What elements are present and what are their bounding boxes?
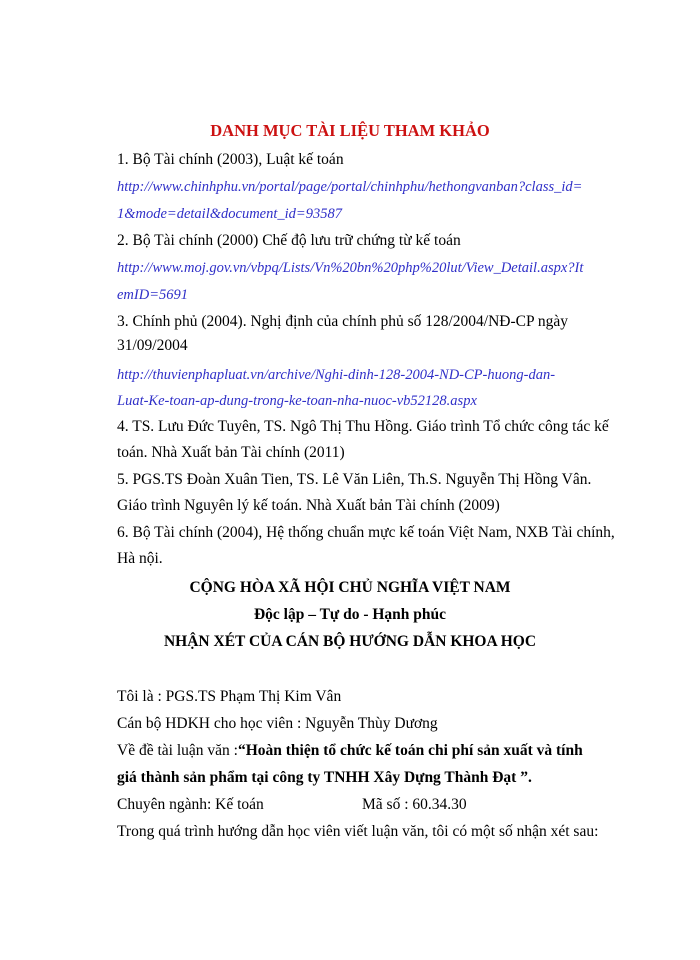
comments-intro: Trong quá trình hướng dẫn học viên viết luận văn, tôi có một số nhận xét sau: bbox=[117, 823, 599, 840]
reviewer-line: Tôi là : PGS.TS Phạm Thị Kim Vân bbox=[117, 688, 342, 705]
reference-1-text: 1. Bộ Tài chính (2003), Luật kế toán bbox=[117, 151, 344, 168]
reference-3-text-cont: 31/09/2004 bbox=[117, 337, 188, 354]
reference-2-link[interactable]: http://www.moj.gov.vn/vbpq/Lists/Vn%20bn%20php%20lut/View_Detail.aspx?It bbox=[117, 260, 584, 276]
reference-4-text-cont: toán. Nhà Xuất bản Tài chính (2011) bbox=[117, 444, 345, 461]
reference-1-link-cont[interactable]: 1&mode=detail&document_id=93587 bbox=[117, 206, 342, 222]
reference-6-text: 6. Bộ Tài chính (2004), Hệ thống chuẩn mực kế toán Việt Nam, NXB Tài chính, bbox=[117, 524, 615, 541]
reference-4-text: 4. TS. Lưu Đức Tuyên, TS. Ngô Thị Thu Hồng. Giáo trình Tổ chức công tác kế bbox=[117, 418, 609, 435]
topic-title: “Hoàn thiện tổ chức kế toán chi phí sản xuất và tính bbox=[237, 742, 583, 759]
reference-3-text: 3. Chính phủ (2004). Nghị định của chính phủ số 128/2004/NĐ-CP ngày bbox=[117, 313, 569, 330]
references-title: DANH MỤC TÀI LIỆU THAM KHẢO bbox=[210, 121, 490, 140]
code-line: Mã số : 60.34.30 bbox=[362, 796, 467, 813]
reference-5-text-cont: Giáo trình Nguyên lý kế toán. Nhà Xuất bản Tài chính (2009) bbox=[117, 497, 500, 514]
reference-3-link[interactable]: http://thuvienphapluat.vn/archive/Nghi-dinh-128-2004-ND-CP-huong-dan- bbox=[117, 367, 556, 383]
topic-prefix: Về đề tài luận văn : bbox=[117, 742, 238, 759]
reference-2-text: 2. Bộ Tài chính (2000) Chế độ lưu trữ chứng từ kế toán bbox=[117, 232, 461, 249]
topic-line bbox=[117, 741, 583, 761]
reference-1-link[interactable]: http://www.chinhphu.vn/portal/page/portal/chinhphu/hethongvanban?class_id= bbox=[117, 179, 583, 195]
student-line: Cán bộ HDKH cho học viên : Nguyễn Thùy Dương bbox=[117, 715, 438, 732]
reference-2-link-cont[interactable]: emID=5691 bbox=[117, 287, 188, 303]
country-heading: CỘNG HÒA XÃ HỘI CHỦ NGHĨA VIỆT NAM bbox=[189, 579, 511, 596]
reference-3-link-cont[interactable]: Luat-Ke-toan-ap-dung-trong-ke-toan-nha-nuoc-vb52128.aspx bbox=[117, 393, 477, 409]
topic-title-cont: giá thành sản phẩm tại công ty TNHH Xây Dựng Thành Đạt ”. bbox=[117, 769, 532, 786]
reference-5-text: 5. PGS.TS Đoàn Xuân Tien, TS. Lê Văn Liên, Th.S. Nguyễn Thị Hồng Vân. bbox=[117, 471, 592, 488]
reference-6-text-cont: Hà nội. bbox=[117, 550, 163, 567]
motto: Độc lập – Tự do - Hạnh phúc bbox=[253, 606, 447, 623]
review-title: NHẬN XÉT CỦA CÁN BỘ HƯỚNG DẪN KHOA HỌC bbox=[163, 633, 537, 650]
major-line: Chuyên ngành: Kế toán bbox=[117, 796, 264, 813]
